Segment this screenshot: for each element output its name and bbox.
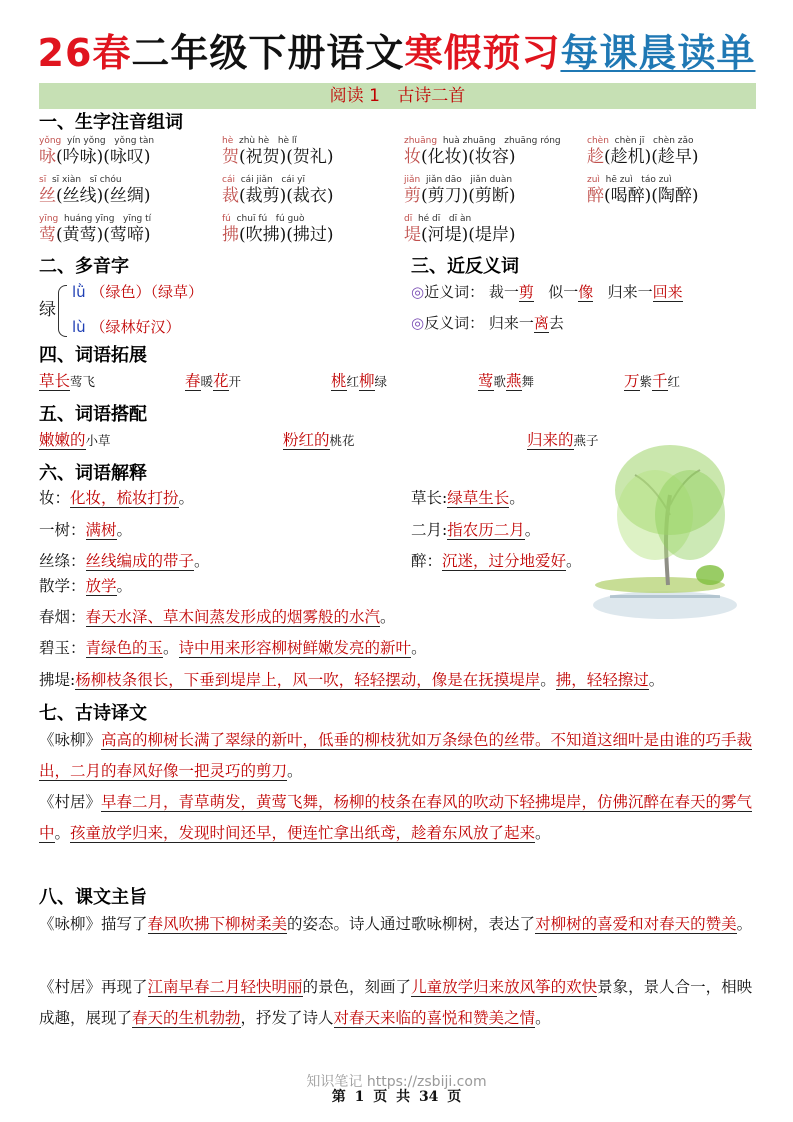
explanation-item: 草长:绿草生长。 — [411, 489, 525, 507]
document-title — [0, 30, 793, 76]
pinyin-row: fú chuī fú fú guò — [222, 214, 305, 224]
explanation-item: 春烟：春天水泽、草木间蒸发形成的烟雾般的水汽。 — [39, 608, 396, 626]
main-idea-yongliu: 《咏柳》描写了春风吹拂下柳树柔美的姿态。诗人通过歌咏柳树，表达了对柳树的喜爱和对春天的赞美。 — [39, 915, 753, 933]
brace-icon — [58, 285, 67, 337]
collocation-item: 粉红的桃花 — [283, 431, 355, 449]
polyphone-reading-2: lù （绿林好汉） — [72, 318, 181, 336]
main-idea-cunju: 《村居》再现了江南早春二月轻快明丽的景色，刻画了儿童放学归来放风筝的欢快景象，景人合一，相映成趣，展现了春天的生机勃勃，抒发了诗人对春天来临的喜悦和赞美之情。 — [39, 978, 753, 1027]
pinyin-row: chèn chèn jī chèn zǎo — [587, 136, 694, 146]
character-row: 咏(吟咏)(咏叹) — [39, 147, 151, 167]
explanation-item: 妆：化妆，梳妆打扮。 — [39, 489, 195, 507]
character-item — [222, 214, 334, 245]
character-item — [39, 136, 154, 167]
idiom-item: 莺歌燕舞 — [478, 372, 535, 390]
lesson-banner — [39, 83, 756, 109]
pinyin-row: sī sī xiàn sī chóu — [39, 175, 122, 185]
pinyin-row: cái cái jiǎn cái yī — [222, 175, 305, 185]
character-item — [587, 136, 699, 167]
character-item — [222, 136, 334, 167]
polyphone-char: 绿 — [39, 300, 56, 320]
page-number: 第 1 页 共 34 页 — [331, 1089, 462, 1105]
translation-yongliu: 《咏柳》高高的柳树长满了翠绿的新叶，低垂的柳枝犹如万条绿色的丝带。不知道这细叶是由谁的巧手裁出，二月的春风好像一把灵巧的剪刀。 — [39, 731, 753, 780]
character-item — [587, 175, 699, 206]
explanation-item: 二月:指农历二月。 — [411, 521, 541, 539]
section-heading-poem-translation: 七、古诗译文 — [39, 703, 147, 724]
section-heading-word-matching: 五、词语搭配 — [39, 404, 147, 425]
pinyin-row: jiǎn jiǎn dāo jiǎn duàn — [404, 175, 513, 185]
idiom-item: 桃红柳绿 — [331, 372, 388, 390]
character-row: 拂(吹拂)(拂过) — [222, 225, 334, 245]
synonyms-row: ◎近义词： 裁一剪 似一像 归来一回来 — [411, 283, 683, 301]
pinyin-row: zhuāng huà zhuāng zhuāng róng — [404, 136, 561, 146]
character-item — [404, 175, 516, 206]
character-row: 醉(喝醉)(陶醉) — [587, 186, 699, 206]
explanation-item: 拂堤:杨柳枝条很长，下垂到堤岸上，风一吹，轻轻摆动，像是在抚摸堤岸。拂，轻轻擦过。 — [39, 671, 665, 689]
section-heading-synonyms-antonyms: 三、近反义词 — [411, 256, 519, 277]
character-row: 丝(丝线)(丝绸) — [39, 186, 151, 206]
translation-cunju: 《村居》早春二月，青草萌发，黄莺飞舞，杨柳的枝条在春风的吹动下轻拂堤岸，仿佛沉醉在春天的雾气中。孩童放学归来，发现时间还早，便连忙拿出纸鸢，趁着东风放了起来。 — [39, 793, 753, 842]
explanation-item: 碧玉：青绿色的玉。诗中用来形容柳树鲜嫩发亮的新叶。 — [39, 639, 427, 657]
idiom-item: 草长莺飞 — [39, 372, 96, 390]
pinyin-row: hè zhù hè hè lǐ — [222, 136, 297, 146]
polyphone-reading-1: lǜ （绿色）（绿草） — [72, 283, 203, 301]
pinyin-row: dī hé dī dī àn — [404, 214, 472, 224]
section-heading-main-idea: 八、课文主旨 — [39, 887, 147, 908]
lesson-number: 阅读 1 — [329, 86, 380, 106]
character-row: 贺(祝贺)(贺礼) — [222, 147, 334, 167]
section-heading-polyphones: 二、多音字 — [39, 256, 129, 277]
section-heading-word-explanation: 六、词语解释 — [39, 463, 147, 484]
character-item — [404, 214, 516, 245]
title-reading-sheet: 每课晨读单 — [560, 31, 756, 75]
title-grade: 二年级下册语文 — [131, 31, 405, 75]
explanation-item: 丝绦：丝线编成的带子。 — [39, 552, 210, 570]
section-heading-characters: 一、生字注音组词 — [39, 112, 183, 133]
willow-tree-illustration — [590, 435, 740, 625]
circle-mark-icon: ◎ — [411, 314, 425, 332]
watermark: 知识笔记 https://zsbiji.com — [306, 1074, 487, 1090]
antonyms-row: ◎反义词： 归来一离去 — [411, 314, 564, 332]
section-heading-word-expansion: 四、词语拓展 — [39, 345, 147, 366]
lesson-name: 古诗二首 — [397, 86, 466, 106]
character-row: 妆(化妆)(妆容) — [404, 147, 516, 167]
character-row: 堤(河堤)(堤岸) — [404, 225, 516, 245]
character-item — [222, 175, 334, 206]
explanation-item: 一树：满树。 — [39, 521, 133, 539]
character-row: 裁(裁剪)(裁衣) — [222, 186, 334, 206]
character-item — [39, 214, 151, 245]
character-row: 莺(黄莺)(莺啼) — [39, 225, 151, 245]
collocation-item: 嫩嫩的小草 — [39, 431, 111, 449]
explanation-item: 醉：沉迷，过分地爱好。 — [411, 552, 582, 570]
pinyin-row: yīng huáng yīng yīng tí — [39, 214, 152, 224]
title-year: 26春 — [37, 31, 132, 75]
idiom-item: 春暖花开 — [185, 372, 242, 390]
pinyin-row: yǒng yín yǒng yǒng tàn — [39, 136, 155, 146]
pinyin-row: zuì hē zuì táo zuì — [587, 175, 672, 185]
collocation-item: 归来的燕子 — [527, 431, 599, 449]
title-preview: 寒假预习 — [404, 31, 561, 75]
circle-mark-icon: ◎ — [411, 283, 425, 301]
idiom-item: 万紫千红 — [624, 372, 681, 390]
character-item — [404, 136, 561, 167]
character-row: 剪(剪刀)(剪断) — [404, 186, 516, 206]
character-item — [39, 175, 151, 206]
explanation-item: 散学：放学。 — [39, 577, 133, 595]
character-row: 趁(趁机)(趁早) — [587, 147, 699, 167]
